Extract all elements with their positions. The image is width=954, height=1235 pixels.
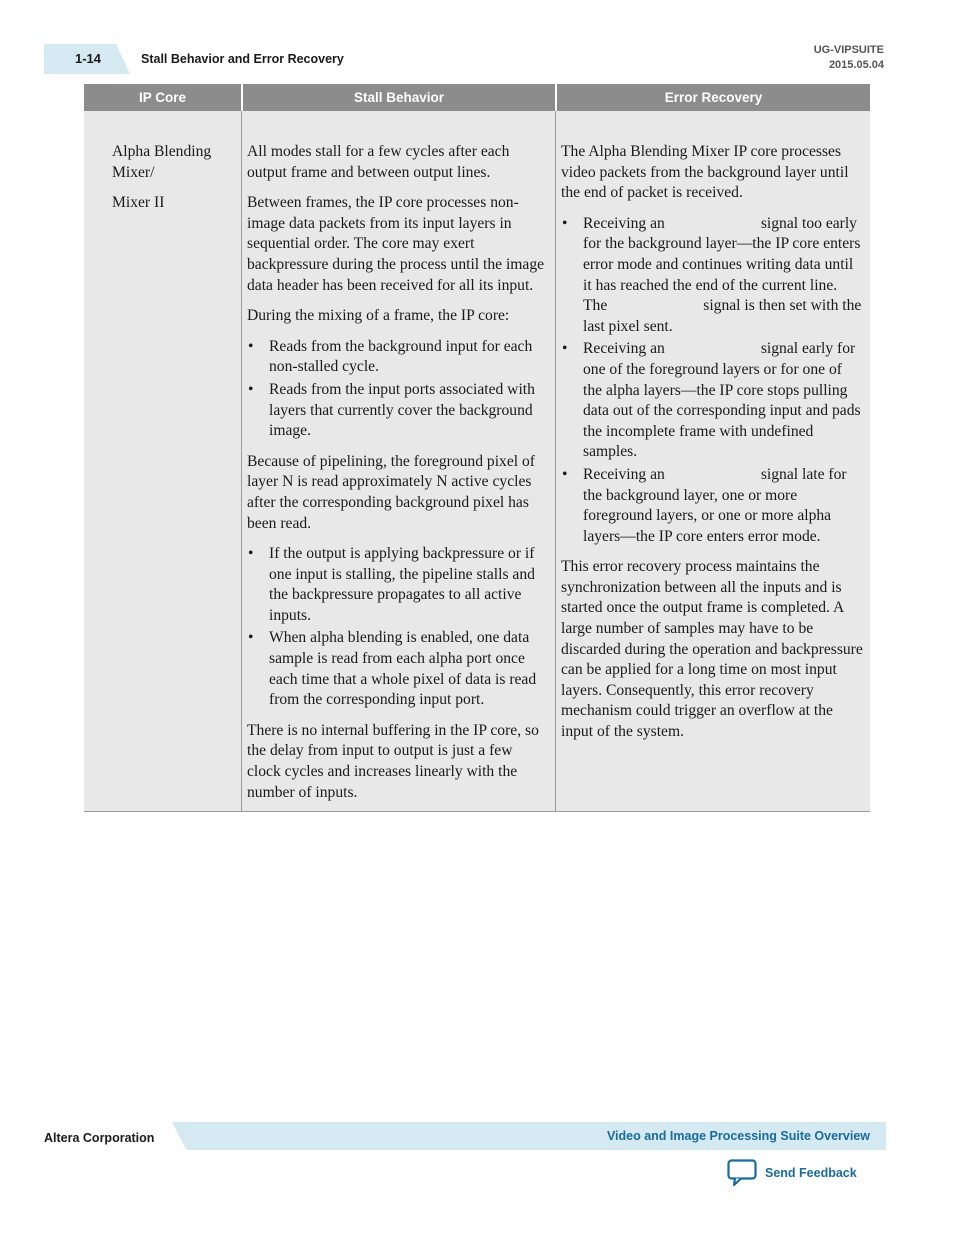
document-id bbox=[814, 43, 884, 73]
error-paragraph: This error recovery process maintains the synchronization between all the inputs and is started once the output frame is completed. A large number of samples may have to be discarded during the operation and backpressure can be applied for a long time on most input layers. Consequently, this error recovery mechanism could trigger an overflow at the input of the system. bbox=[561, 558, 863, 741]
error-list bbox=[561, 214, 864, 548]
send-feedback-label: Send Feedback bbox=[765, 1166, 857, 1180]
cell-error-recovery bbox=[555, 111, 870, 811]
stall-paragraph: All modes stall for a few cycles after each output frame and between output lines. bbox=[247, 143, 510, 181]
ip-core-name: Alpha Blending Mixer/ bbox=[112, 143, 212, 181]
list-item: • Receiving an signal late for the background layer, one or more foreground layers, or one or more alpha layers—the IP core enters error mode. bbox=[562, 465, 847, 545]
list-item: • Receiving an signal early for one of the foreground layers or for one of the alpha layers—the IP core stops pulling data out of the corresponding input and pads the incomplete frame with undefined samples. bbox=[562, 340, 861, 461]
list-item: • Receiving an signal too early for the background layer—the IP core enters error mode and continues writing data until it has reached the end of the current line. The signal is then set with the last pixel sent. bbox=[562, 214, 862, 335]
stall-behavior-table bbox=[84, 84, 870, 812]
header-stall-behavior: Stall Behavior bbox=[241, 84, 555, 111]
list-item: • When alpha blending is enabled, one data sample is read from each alpha port once each time that a whole pixel of data is read from the corresponding input port. bbox=[248, 629, 537, 709]
stall-list bbox=[247, 544, 549, 711]
stall-paragraph: Because of pipelining, the foreground pixel of layer N is read approximately N active cycles after the corresponding background pixel has been read. bbox=[247, 452, 535, 532]
send-feedback-button[interactable] bbox=[727, 1159, 857, 1187]
cell-ip-core bbox=[84, 111, 241, 811]
table-header-row bbox=[84, 84, 870, 111]
table-row bbox=[84, 111, 870, 812]
company-name: Altera Corporation bbox=[44, 1131, 155, 1145]
stall-list bbox=[247, 337, 549, 442]
page-number: 1-14 bbox=[75, 51, 102, 66]
header-ip-core: IP Core bbox=[138, 90, 187, 105]
header-error-recovery: Error Recovery bbox=[555, 84, 870, 111]
list-item: • Reads from the background input for each non-stalled cycle. bbox=[248, 337, 533, 376]
document-id-code: UG-VIPSUITE bbox=[813, 44, 884, 56]
stall-paragraph: Between frames, the IP core processes non-image data packets from its input layers in sequential order. The core may exert backpressure during the process until the image data header has been received for all its input. bbox=[247, 194, 545, 294]
section-title: Stall Behavior and Error Recovery bbox=[141, 52, 344, 66]
document-title-link[interactable]: Video and Image Processing Suite Overview bbox=[606, 1129, 870, 1143]
list-item: • If the output is applying backpressure or if one input is stalling, the pipeline stalls and the backpressure propagates to all active inputs. bbox=[248, 545, 535, 624]
list-item: • Reads from the input ports associated with layers that currently cover the background image. bbox=[248, 380, 535, 440]
speech-bubble-icon bbox=[727, 1159, 757, 1187]
error-paragraph: The Alpha Blending Mixer IP core processes video packets from the background layer until the end of packet is received. bbox=[561, 143, 849, 202]
document-date: 2015.05.04 bbox=[828, 59, 884, 71]
stall-paragraph: During the mixing of a frame, the IP core: bbox=[247, 307, 510, 325]
cell-stall-behavior bbox=[241, 111, 555, 811]
ip-core-name-alt: Mixer II bbox=[112, 194, 165, 212]
stall-paragraph: There is no internal buffering in the IP core, so the delay from input to output is just a few clock cycles and increases linearly with the number of inputs. bbox=[247, 721, 539, 801]
